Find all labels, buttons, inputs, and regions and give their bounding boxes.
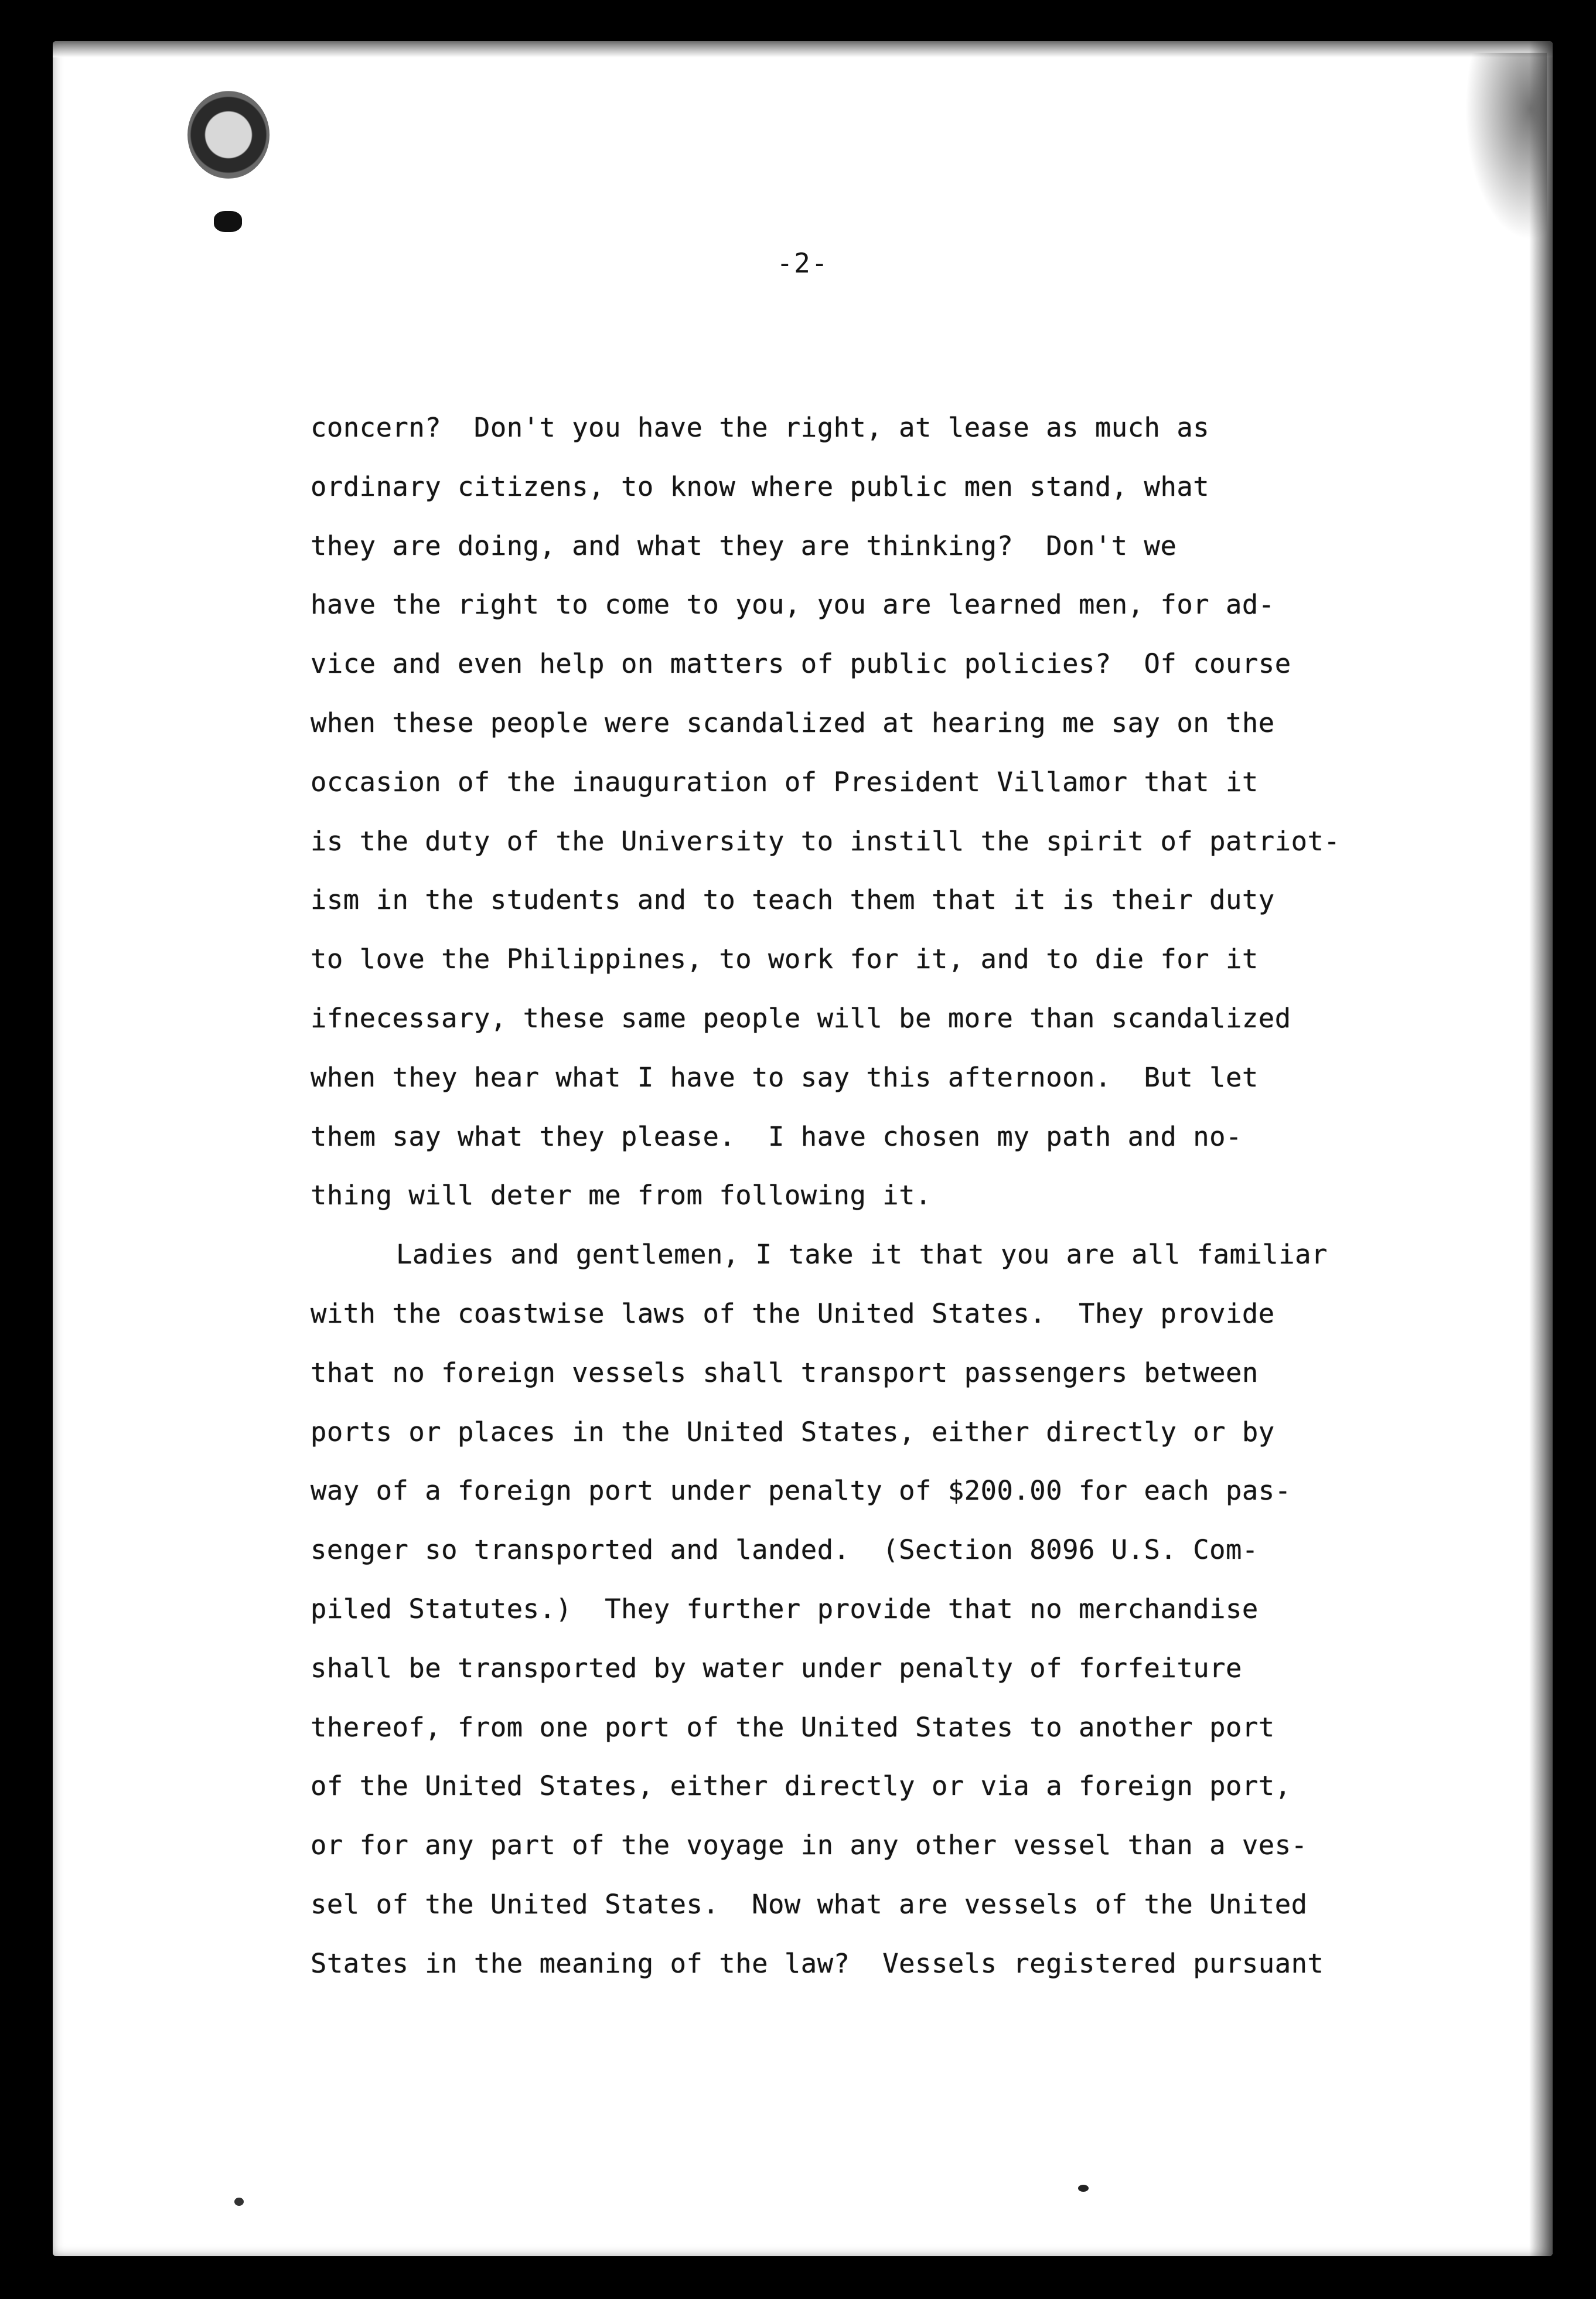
text-line: shall be transported by water under penalty of forfeiture [311,1652,1242,1684]
text-line: thereof, from one port of the United States to another port [311,1711,1275,1743]
corner-smudge-mark [1465,53,1547,240]
text-line: piled Statutes.) They further provide that no merchandise [311,1593,1259,1624]
text-line: when these people were scandalized at hearing me say on the [311,707,1275,738]
text-line: ifnecessary, these same people will be more than scandalized [311,1002,1291,1034]
paragraph-start-line: Ladies and gentlemen, I take it that you are all familiar [396,1239,1328,1271]
punch-hole-mark [187,91,270,179]
text-line: is the duty of the University to instill the spirit of patriot- [311,825,1341,857]
text-line: ports or places in the United States, either directly or by [311,1416,1275,1447]
text-line: ordinary citizens, to know where public men stand, what [311,471,1210,502]
text-line: or for any part of the voyage in any other vessel than a ves- [311,1830,1308,1861]
text-line: concern? Don't you have the right, at lease as much as [311,412,1210,443]
stray-mark [234,2198,244,2206]
stray-dot [1078,2185,1089,2192]
ink-blot-mark [214,211,242,232]
text-line: they are doing, and what they are thinking? Don't we [311,530,1177,561]
text-line: sel of the United States. Now what are vessels of the United [311,1888,1308,1920]
text-line: occasion of the inauguration of President Villamor that it [311,766,1259,798]
text-line: thing will deter me from following it. [311,1180,932,1211]
text-line: vice and even help on matters of public policies? Of course [311,648,1291,680]
body-text [311,399,1476,1994]
text-line: have the right to come to you, you are learned men, for ad- [311,589,1275,621]
text-line: to love the Philippines, to work for it, and to die for it [311,944,1259,975]
text-line: with the coastwise laws of the United States. They provide [311,1297,1275,1329]
text-line: them say what they please. I have chosen my path and no- [311,1120,1242,1152]
document-page [53,41,1553,2256]
text-line: senger so transported and landed. (Section 8096 U.S. Com- [311,1534,1259,1566]
text-line: when they hear what I have to say this afternoon. But let [311,1061,1259,1093]
text-line: States in the meaning of the law? Vessels registered pursuant [311,1947,1324,1979]
page-number: -2- [776,247,829,279]
text-line: ism in the students and to teach them that it is their duty [311,884,1275,916]
text-line: that no foreign vessels shall transport passengers between [311,1357,1259,1388]
text-line: of the United States, either directly or via a foreign port, [311,1770,1291,1802]
text-line: way of a foreign port under penalty of $200.00 for each pas- [311,1475,1291,1507]
